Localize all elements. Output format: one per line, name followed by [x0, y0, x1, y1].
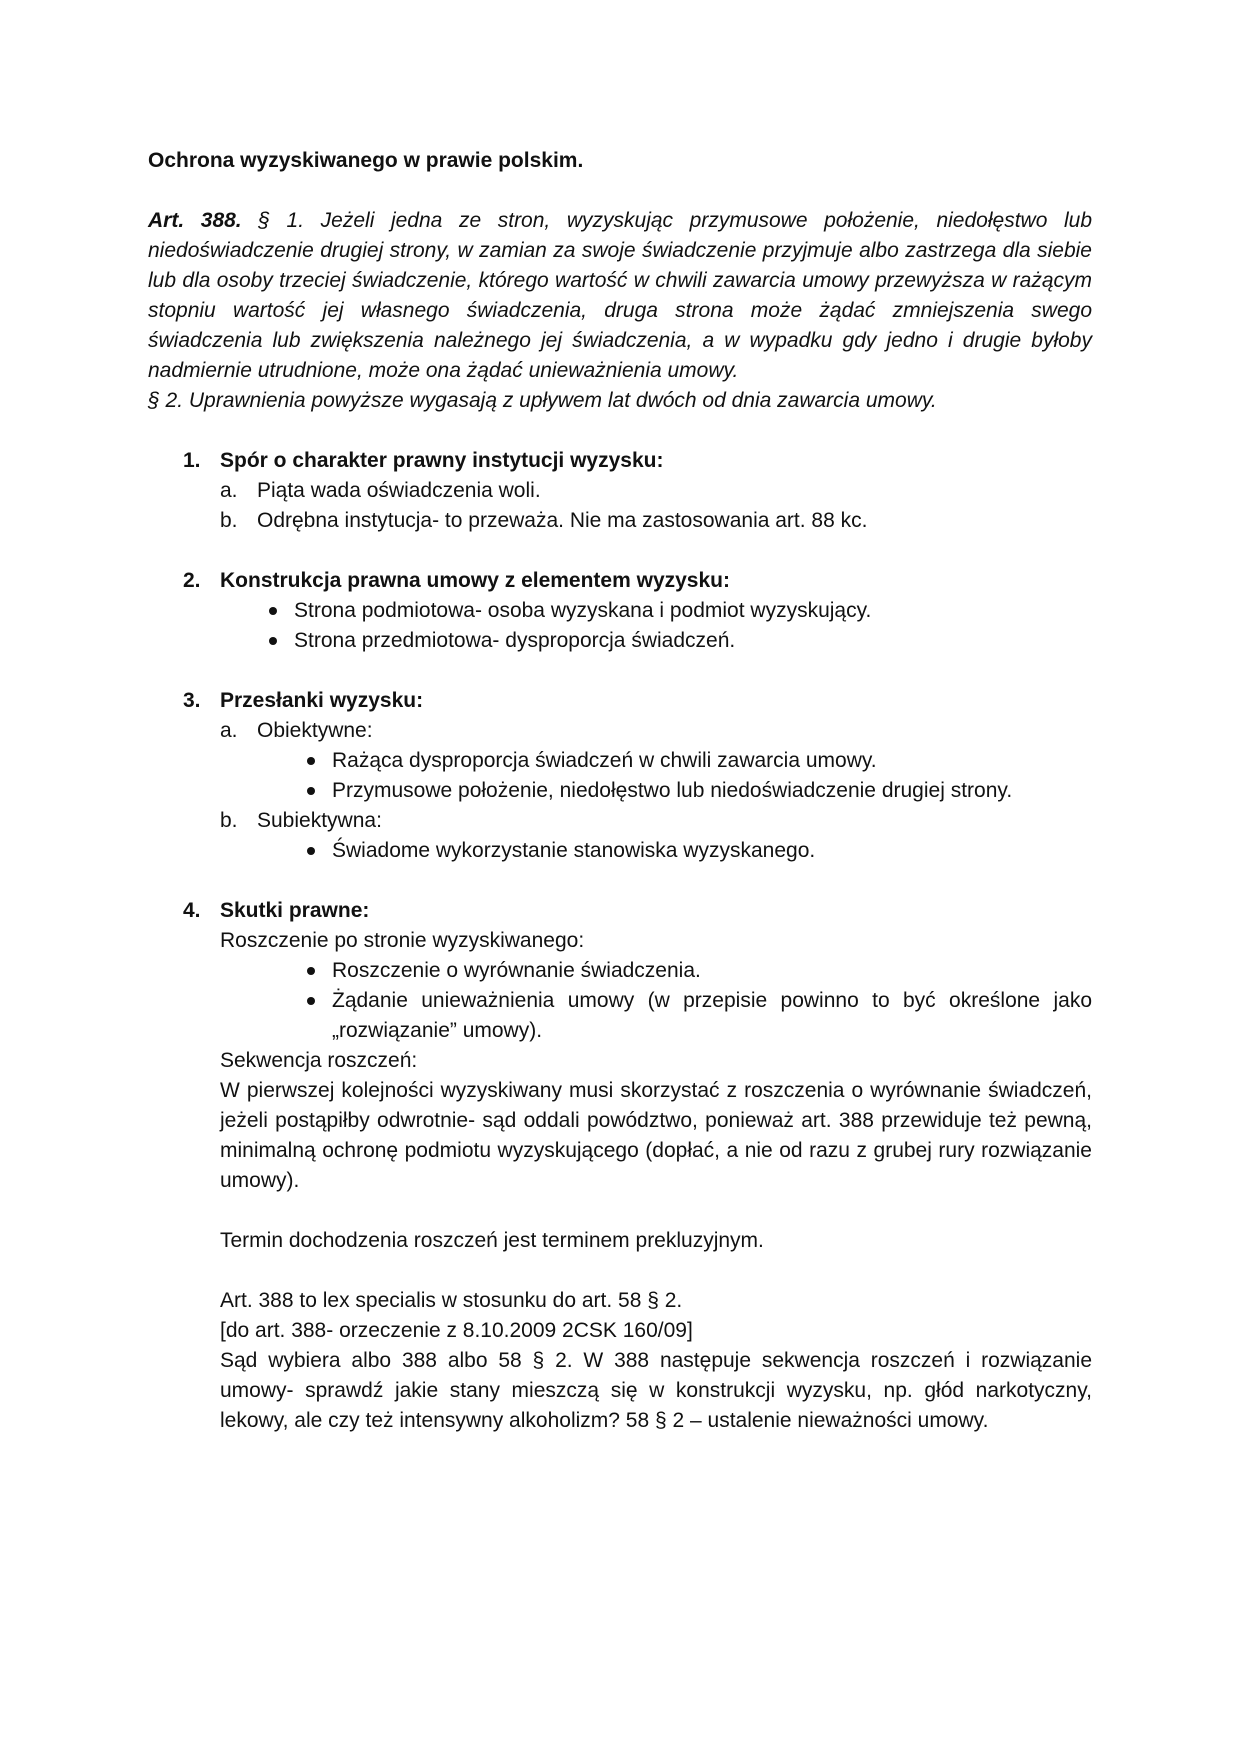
bullet-item	[296, 776, 1092, 806]
section-intro: Roszczenie po stronie wyzyskiwanego:	[220, 929, 585, 952]
article-paragraph-1	[148, 206, 1092, 386]
bullet-text: Żądanie unieważnienia umowy (w przepisie powinno to być określone jako „rozwiązanie” umowy).	[332, 989, 1092, 1042]
document-page	[148, 146, 1092, 1436]
list-item	[220, 476, 1092, 506]
list-item	[220, 806, 1092, 836]
section-number: 1.	[183, 449, 201, 472]
section-title: Spór o charakter prawny instytucji wyzysku:	[220, 449, 664, 472]
bullet-text: Rażąca dysproporcja świadczeń w chwili zawarcia umowy.	[332, 749, 877, 772]
sequence-paragraph: W pierwszej kolejności wyzyskiwany musi skorzystać z roszczenia o wyrównanie świadczeń, jeżeli postąpiłby odwrotnie- sąd oddali powództwo, ponieważ art. 388 przewiduje też pewną, minimalną ochronę podmiotu wyzyskującego (dopłać, a nie od razu z grubej rury rozwiązanie umowy).	[220, 1079, 1092, 1192]
item-letter: a.	[220, 719, 238, 742]
bullet-item	[296, 956, 1092, 986]
sequence-label: Sekwencja roszczeń:	[220, 1049, 418, 1072]
lex-specialis-line: Art. 388 to lex specialis w stosunku do art. 58 § 2.	[220, 1289, 683, 1312]
item-letter: b.	[220, 509, 238, 532]
bullet-text: Strona podmiotowa- osoba wyzyskana i podmiot wyzyskujący.	[294, 599, 872, 622]
bullet-icon	[296, 836, 332, 866]
bullet-item	[296, 986, 1092, 1046]
article-quote	[148, 206, 1092, 416]
item-letter: b.	[220, 809, 238, 832]
bullet-text: Strona przedmiotowa- dysproporcja świadczeń.	[294, 629, 736, 652]
section-number: 3.	[183, 689, 201, 712]
section-3	[148, 686, 1092, 866]
bullet-list	[296, 956, 1092, 1046]
section-title: Konstrukcja prawna umowy z elementem wyzysku:	[220, 569, 730, 592]
section-number: 2.	[183, 569, 201, 592]
bullet-icon	[296, 746, 332, 776]
article-paragraph-1-text: § 1. Jeżeli jedna ze stron, wyzyskując przymusowe położenie, niedołęstwo lub niedoświadczenie drugiej strony, w zamian za swoje świadczenie przyjmuje albo zastrzega dla siebie lub dla osoby trzeciej świadczenie, którego wartość w chwili zawarcia umowy przewyższa w rażącym stopniu wartość jej własnego świadczenia, druga strona może żądać zmniejszenia swego świadczenia lub zwiększenia należnego jej świadczenia, a w wypadku gdy jedno i drugie byłoby nadmiernie utrudnione, może ona żądać unieważnienia umowy.	[148, 209, 1092, 382]
bullet-text: Świadome wykorzystanie stanowiska wyzyskanego.	[332, 839, 816, 862]
list-item	[220, 506, 1092, 536]
section-4	[148, 896, 1092, 1436]
bullet-icon	[296, 776, 332, 806]
section-heading	[183, 566, 1092, 596]
item-text: Odrębna instytucja- to przeważa. Nie ma zastosowania art. 88 kc.	[257, 509, 868, 532]
bullet-item	[258, 596, 1092, 626]
item-text: Obiektywne:	[257, 719, 373, 742]
list-item	[220, 716, 1092, 746]
bullet-item	[258, 626, 1092, 656]
bullet-icon	[296, 956, 332, 986]
section-title: Skutki prawne:	[220, 899, 370, 922]
article-paragraph-2: § 2. Uprawnienia powyższe wygasają z upływem lat dwóch od dnia zawarcia umowy.	[148, 389, 937, 412]
item-text: Piąta wada oświadczenia woli.	[257, 479, 541, 502]
bullet-list	[258, 596, 1092, 656]
bullet-text: Roszczenie o wyrównanie świadczenia.	[332, 959, 701, 982]
bullet-text: Przymusowe położenie, niedołęstwo lub niedoświadczenie drugiej strony.	[332, 779, 1013, 802]
section-2	[148, 566, 1092, 656]
section-heading	[183, 896, 1092, 926]
section-heading	[183, 686, 1092, 716]
bullet-list	[296, 836, 1092, 866]
article-number: Art. 388.	[148, 209, 242, 232]
bullet-icon	[258, 626, 294, 656]
bullet-icon	[258, 596, 294, 626]
bullet-item	[296, 836, 1092, 866]
section-title: Przesłanki wyzysku:	[220, 689, 424, 712]
section-heading	[183, 446, 1092, 476]
term-paragraph: Termin dochodzenia roszczeń jest terminem prekluzyjnym.	[220, 1229, 764, 1252]
bullet-list	[296, 746, 1092, 806]
bullet-item	[296, 746, 1092, 776]
ruling-reference: [do art. 388- orzeczenie z 8.10.2009 2CSK 160/09]	[220, 1319, 693, 1342]
bullet-icon	[296, 986, 332, 1046]
item-text: Subiektywna:	[257, 809, 382, 832]
section-number: 4.	[183, 899, 201, 922]
document-title: Ochrona wyzyskiwanego w prawie polskim.	[148, 149, 584, 172]
item-letter: a.	[220, 479, 238, 502]
section-1	[148, 446, 1092, 536]
closing-paragraph: Sąd wybiera albo 388 albo 58 § 2. W 388 następuje sekwencja roszczeń i rozwiązanie umowy- sprawdź jakie stany mieszczą się w konstrukcji wyzysku, np. głód narkotyczny, lekowy, ale czy też intensywny alkoholizm? 58 § 2 – ustalenie nieważności umowy.	[220, 1349, 1092, 1432]
